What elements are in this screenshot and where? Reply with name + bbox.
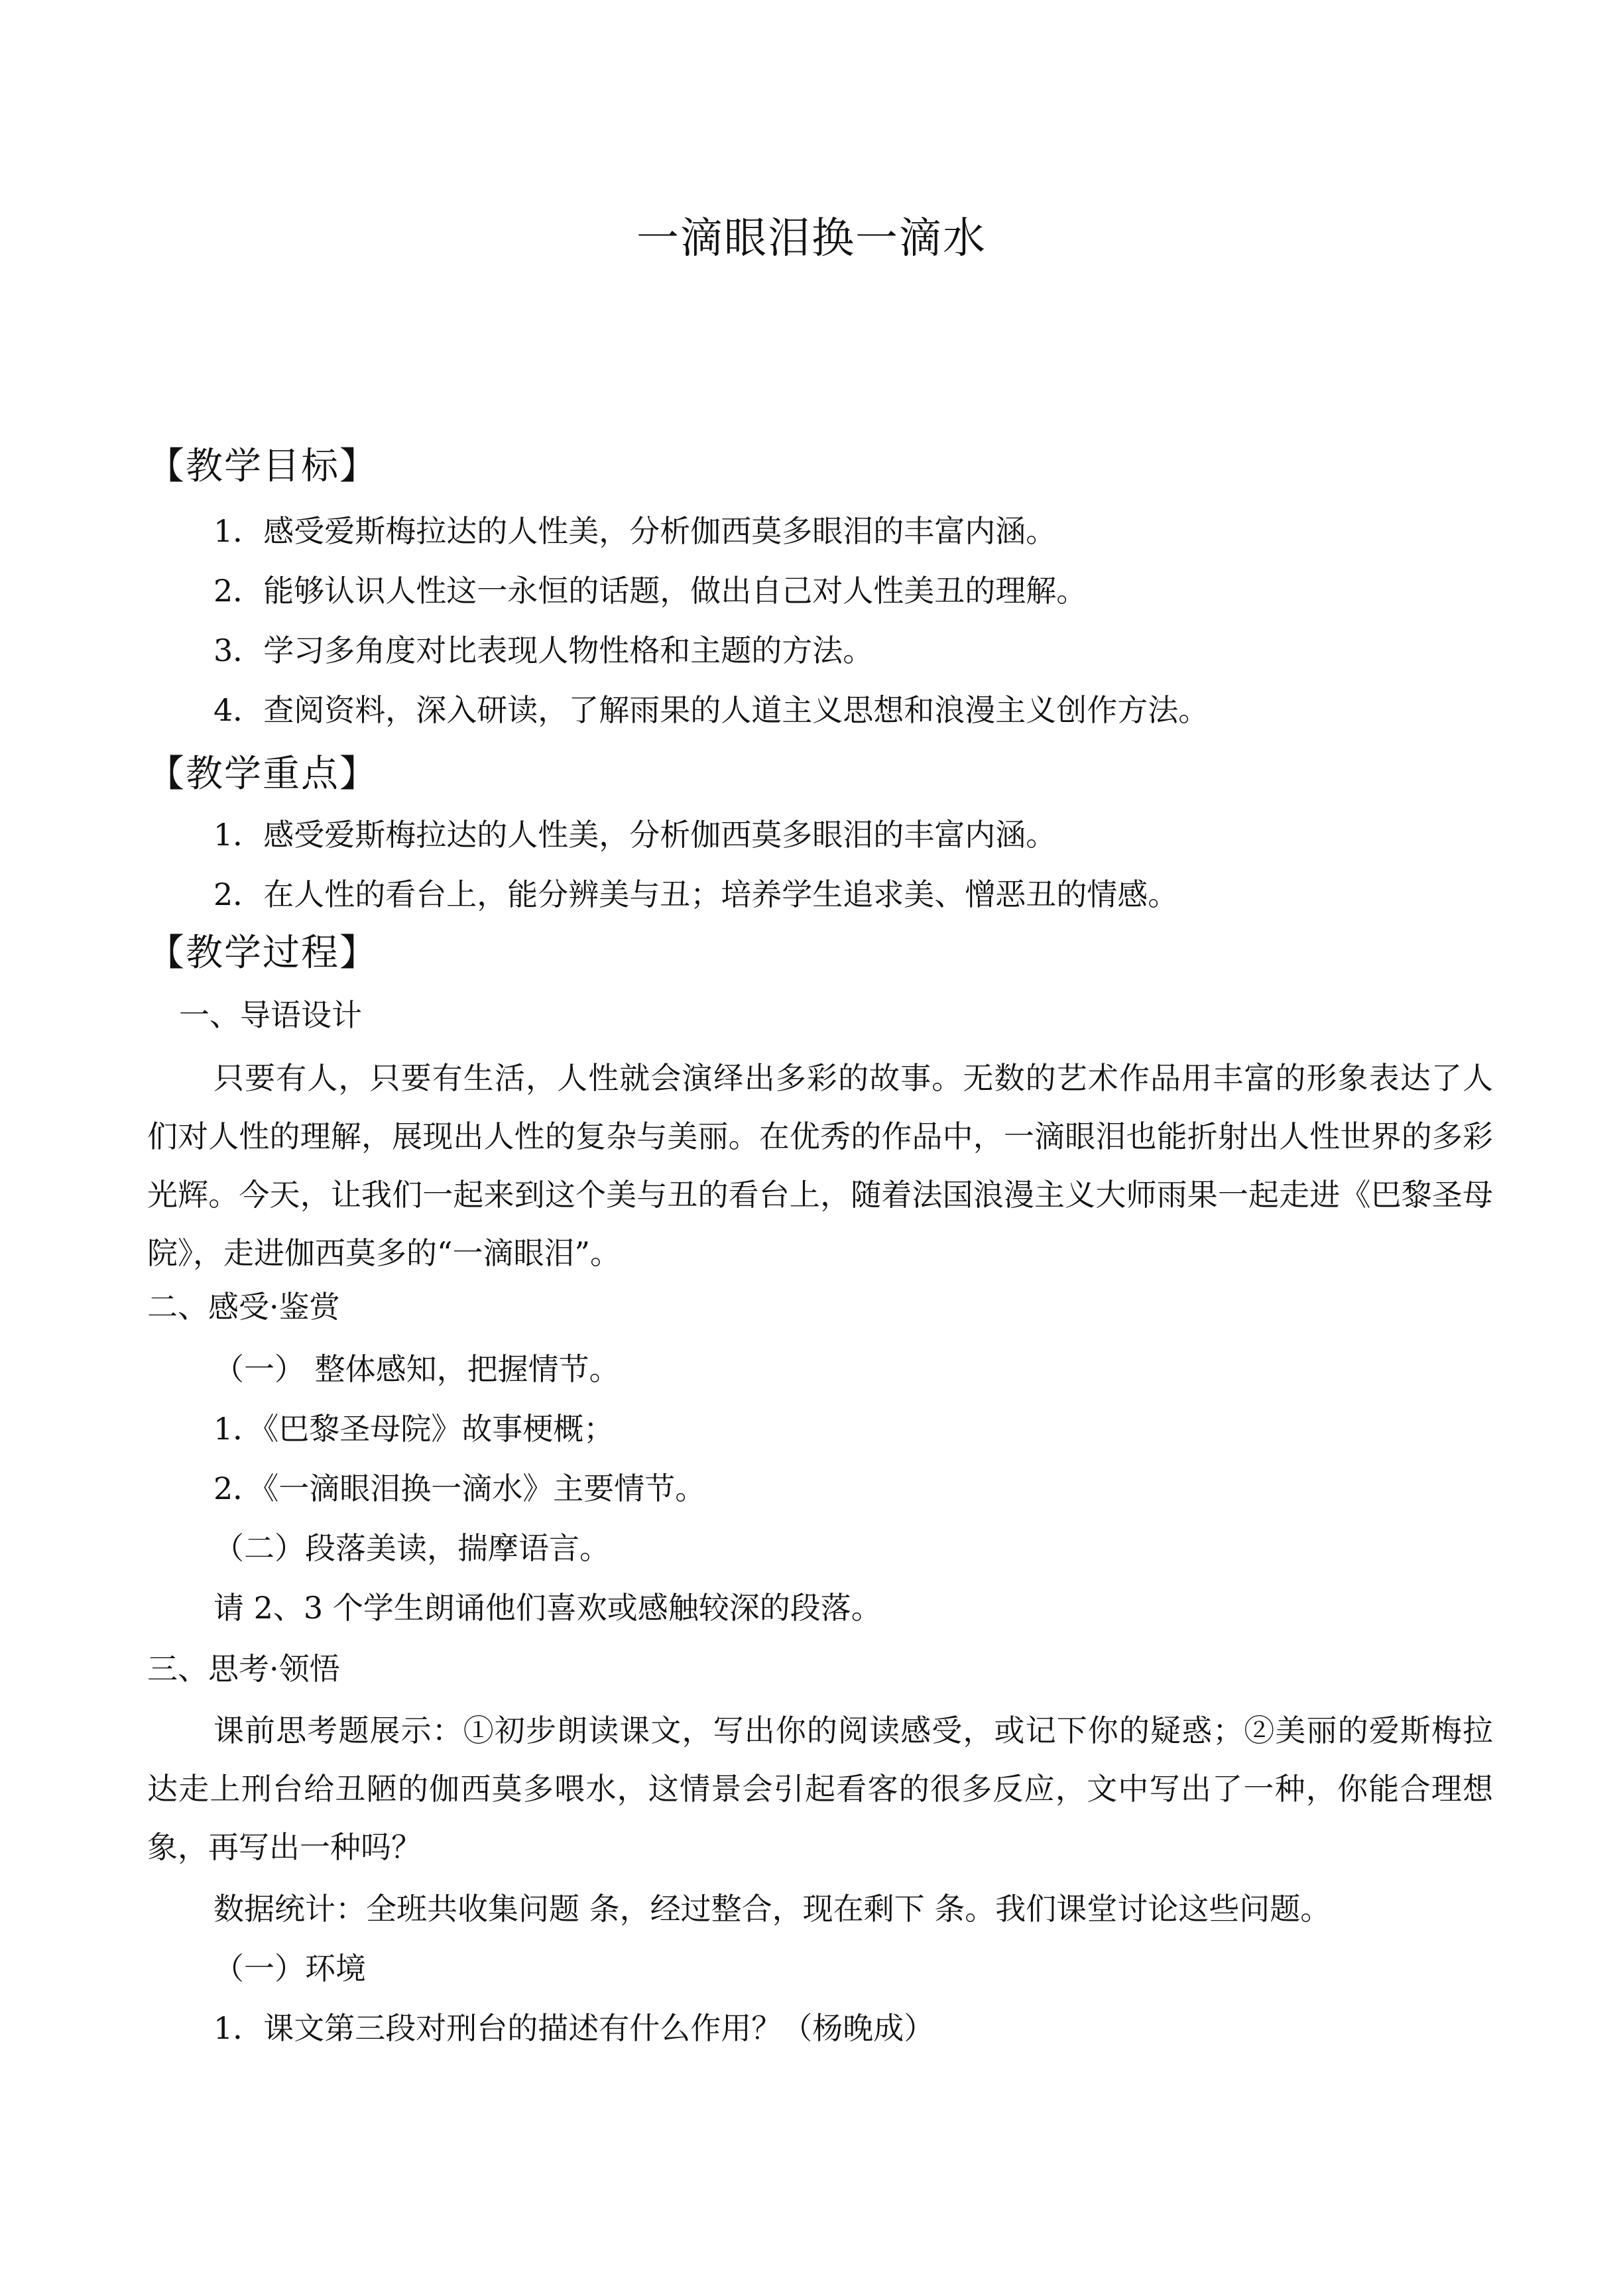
key-points-heading: 【教学重点】 [147,753,378,796]
reading-instruction: 请 2、3 个学生朗诵他们喜欢或感触较深的段落。 [213,1590,882,1626]
list-item: 1．《巴黎圣母院》故事梗概； [213,1411,615,1447]
section-heading-reflection: 三、思考·领悟 [147,1651,340,1687]
goal-item: 3．学习多角度对比表现人物性格和主题的方法。 [213,633,874,668]
intro-paragraph: 只要有人，只要有生活，人性就会演绎出多彩的故事。无数的艺术作品用丰富的形象表达了人们对人性的理解，展现出人性的复杂与美丽。在优秀的作品中，一滴眼泪也能折射出人性世界的多彩光辉。今天，让我们一起来到这个美与丑的看台上，随着法国浪漫主义大师雨果一起走进《巴黎圣母院》，走进伽西莫多的“一滴眼泪”。 [147,1060,1493,1271]
key-point-item: 2．在人性的看台上，能分辨美与丑；培养学生追求美、憎恶丑的情感。 [213,876,1179,912]
list-item: 2．《一滴眼泪换一滴水》主要情节。 [213,1471,706,1506]
statistics-text: 数据统计：全班共收集问题 条，经过整合，现在剩下 条。我们课堂讨论这些问题。 [213,1891,1331,1927]
subsection-heading: （二）段落美读，揣摩语言。 [213,1530,610,1566]
goal-item: 4．查阅资料，深入研读，了解雨果的人道主义思想和浪漫主义创作方法。 [213,692,1209,728]
key-point-item: 1．感受爱斯梅拉达的人性美，分析伽西莫多眼泪的丰富内涵。 [213,817,1057,853]
question-item: 1．课文第三段对刑台的描述有什么作用？（杨晚成） [213,2010,935,2046]
page-title: 一滴眼泪换一滴水 [636,214,987,263]
section-heading-intro: 一、导语设计 [179,997,362,1033]
subsection-heading-environment: （一）环境 [213,1951,366,1986]
process-heading: 【教学过程】 [147,932,378,975]
reflection-paragraph: 课前思考题展示：①初步朗读课文，写出你的阅读感受，或记下你的疑惑；②美丽的爱斯梅拉达走上刑台给丑陋的伽西莫多喂水，这情景会引起看客的很多反应，文中写出了一种，你能合理想象，再写出一种吗？ [147,1713,1493,1865]
section-heading-appreciation: 二、感受·鉴赏 [147,1289,340,1325]
goal-item: 2．能够认识人性这一永恒的话题，做出自己对人性美丑的理解。 [213,573,1087,609]
subsection-heading: （一） 整体感知，把握情节。 [213,1351,620,1387]
goals-heading: 【教学目标】 [147,445,378,488]
goal-item: 1．感受爱斯梅拉达的人性美，分析伽西莫多眼泪的丰富内涵。 [213,513,1057,549]
